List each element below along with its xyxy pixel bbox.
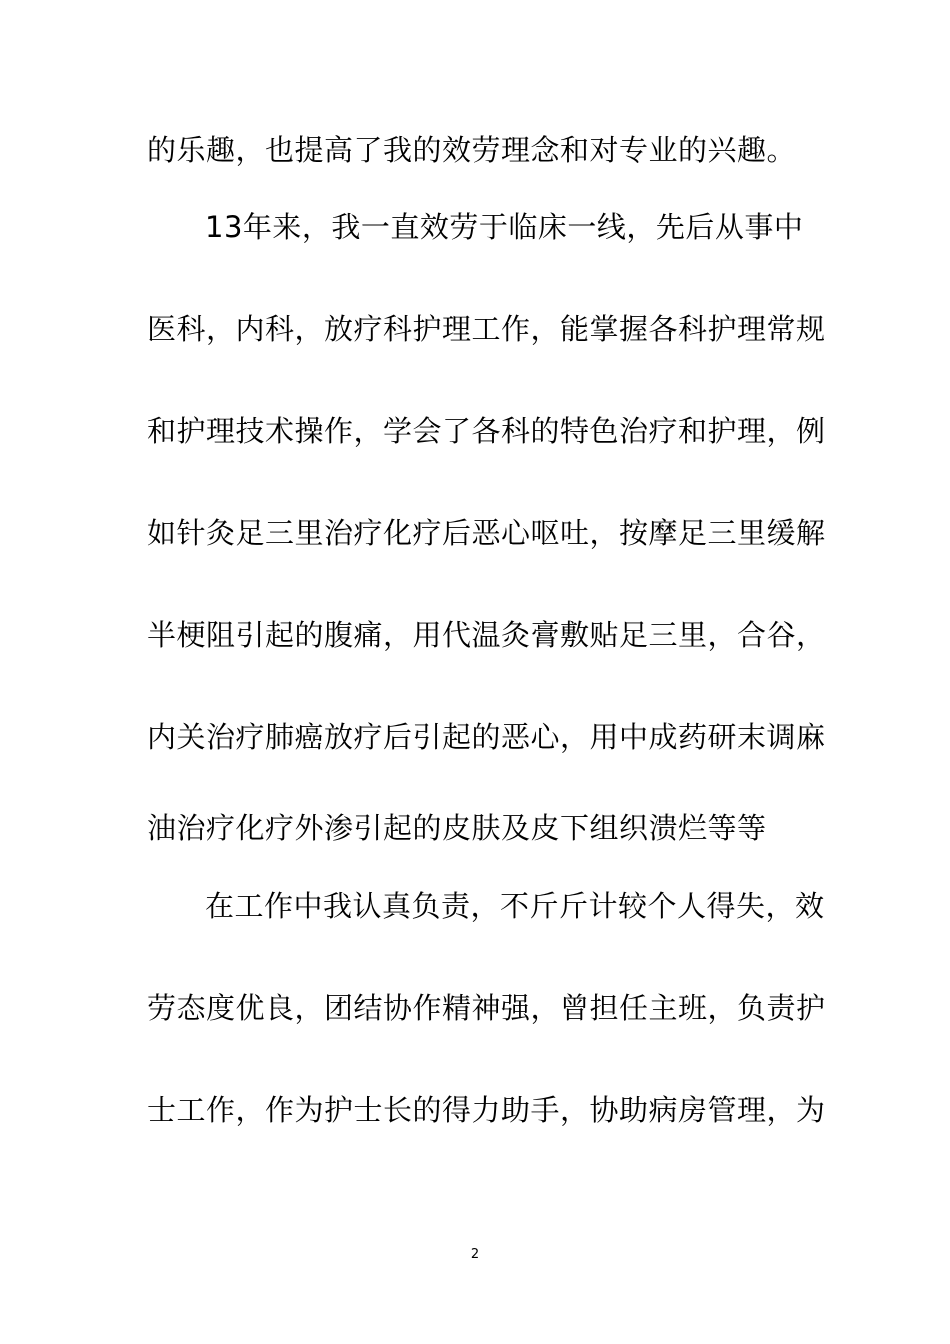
paragraph-start-line: 在工作中我认真负责，不斤斤计较个人得失，效 [205, 889, 825, 923]
text-line: 的乐趣，也提高了我的效劳理念和对专业的兴趣。 [147, 133, 797, 167]
text-line: 如针灸足三里治疗化疗后恶心呕吐，按摩足三里缓解 [147, 516, 826, 550]
text-line: 士工作，作为护士长的得力助手，协助病房管理，为 [147, 1093, 826, 1127]
text-line: 内关治疗肺癌放疗后引起的恶心，用中成药研末调麻 [147, 720, 826, 754]
text-line: 医科，内科，放疗科护理工作，能掌握各科护理常规 [147, 312, 826, 346]
text-line: 和护理技术操作，学会了各科的特色治疗和护理，例 [147, 414, 826, 448]
paragraph-start-line: 13年来，我一直效劳于临床一线，先后从事中 [205, 210, 804, 244]
text-line: 劳态度优良，团结协作精神强，曾担任主班，负责护 [147, 991, 826, 1025]
text-line: 油治疗化疗外渗引起的皮肤及皮下组织溃烂等等 [147, 811, 767, 845]
page-number: 2 [470, 1247, 480, 1262]
text-line: 半梗阻引起的腹痛，用代温灸膏敷贴足三里，合谷， [147, 618, 826, 652]
